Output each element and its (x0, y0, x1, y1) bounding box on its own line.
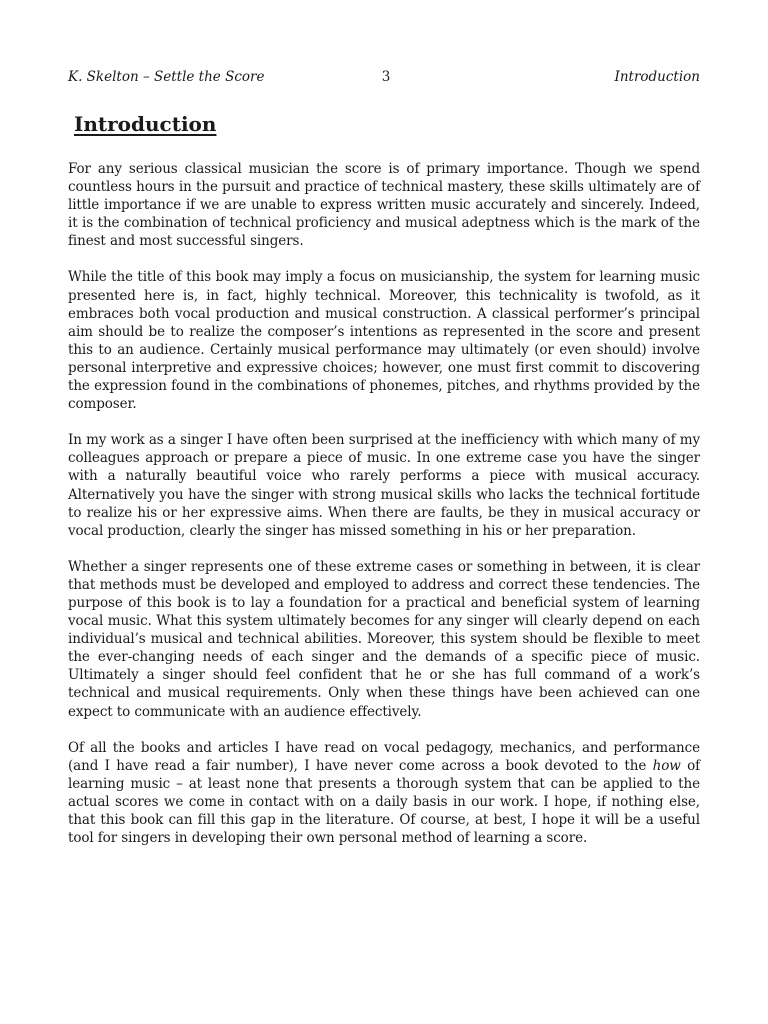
page-title: Introduction (74, 112, 217, 136)
header-page-number: 3 (381, 69, 391, 85)
paragraph-5-after: of learning music – at least none that presents a thorough system that can be applied to the actual scores we come in contact with on a daily basis in our work. I hope, if nothing else, that this book can fill this gap in the literature. Of course, at best, I hope it will be a useful tool for singers in developing their own personal method of learning a score. (68, 757, 700, 847)
running-header (68, 68, 700, 88)
paragraph-5-emphasis: how (652, 757, 681, 774)
paragraph-2: While the title of this book may imply a focus on musicianship, the system for learning music presented here is, in fact, highly technical. Moreover, this technicality is twofold, as it embraces both vocal production and musical construction. A classical performer’s principal aim should be to realize the composer’s intentions as represented in the score and present this to an audience. Certainly musical performance may ultimately (or even should) involve personal interpretive and expressive choices; however, one must first commit to discovering the expression found in the combinations of phonemes, pitches, and rhythms provided by the composer. (68, 269, 700, 413)
paragraph-1: For any serious classical musician the score is of primary importance. Though we spend countless hours in the pursuit and practice of technical mastery, these skills ultimately are of little importance if we are unable to express written music accurately and sincerely. Indeed, it is the combination of technical proficiency and musical adeptness which is the mark of the finest and most successful singers. (68, 161, 700, 250)
header-author-title: K. Skelton – Settle the Score (68, 69, 265, 85)
paragraph-4: Whether a singer represents one of these extreme cases or something in between, it is clear that methods must be developed and employed to address and correct these tendencies. The purpose of this book is to lay a foundation for a practical and beneficial system of learning vocal music. What this system ultimately becomes for any singer will clearly depend on each individual’s musical and technical abilities. Moreover, this system should be flexible to meet the ever-changing needs of each singer and the demands of a specific piece of music. Ultimately a singer should feel confident that he or she has full command of a work’s technical and musical requirements. Only when these things have been achieved can one expect to communicate with an audience effectively. (68, 558, 700, 720)
paragraph-5 (68, 739, 700, 848)
paragraph-3: In my work as a singer I have often been surprised at the inefficiency with which many of my colleagues approach or prepare a piece of music. In one extreme case you have the singer with a naturally beautiful voice who rarely performs a piece with musical accuracy. Alternatively you have the singer with strong musical skills who lacks the technical fortitude to realize his or her expressive aims. When there are faults, be they in musical accuracy or vocal production, clearly the singer has missed something in his or her preparation. (68, 432, 700, 539)
header-section: Introduction (614, 69, 700, 85)
paragraph-5-before: Of all the books and articles I have read on vocal pedagogy, mechanics, and performance (and I have read a fair number), I have never come across a book devoted to the (68, 739, 700, 774)
body-text (68, 160, 700, 865)
